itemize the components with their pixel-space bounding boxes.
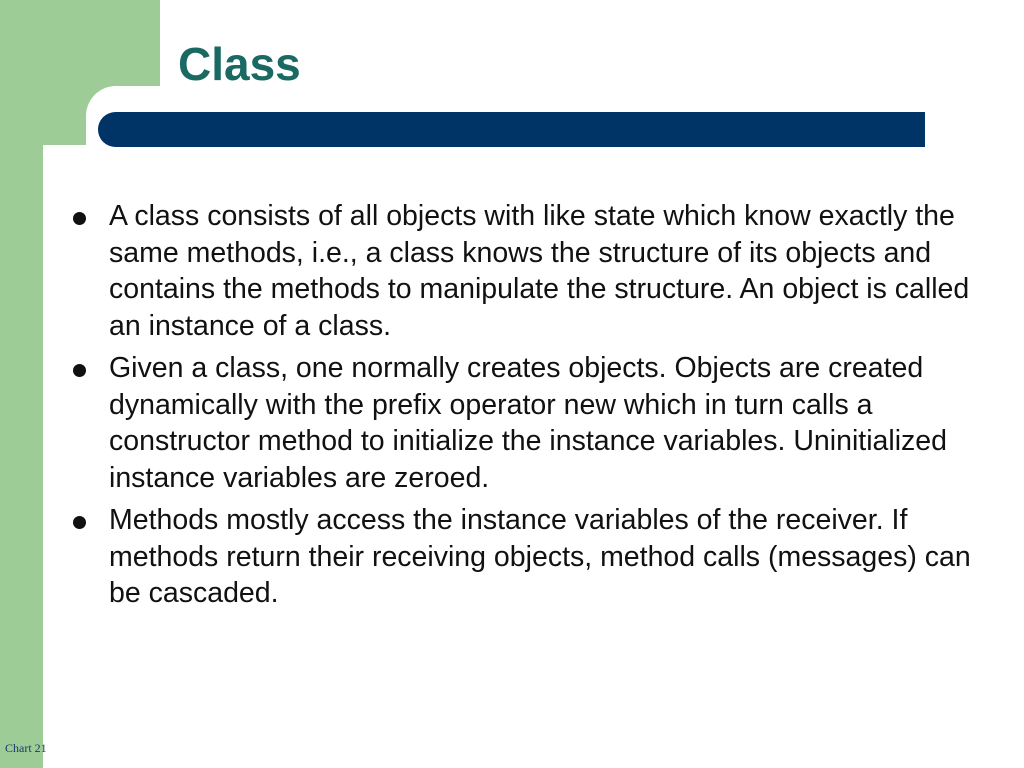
bullet-dot-icon <box>73 364 86 377</box>
title-underline-bar <box>98 112 925 147</box>
bullet-list <box>73 198 988 618</box>
bullet-item <box>73 502 988 612</box>
bullet-dot-icon <box>73 516 86 529</box>
bullet-text: Methods mostly access the instance variables of the receiver. If methods return their receiving objects, method calls (messages) can be cascaded. <box>109 504 971 609</box>
bullet-dot-icon <box>73 212 86 225</box>
bullet-item <box>73 350 988 496</box>
slide-title: Class <box>178 38 301 90</box>
bullet-text: A class consists of all objects with like state which know exactly the same methods, i.e., a class knows the structure of its objects and contains the methods to manipulate the structure. An object is called an instance of a class. <box>109 200 970 342</box>
bullet-item <box>73 198 988 344</box>
slide-footer: Chart 21 <box>5 741 47 755</box>
bullet-text: Given a class, one normally creates objects. Objects are created dynamically with the prefix operator new which in turn calls a constructor method to initialize the instance variables. Uninitialized instance variables are zeroed. <box>109 352 948 494</box>
